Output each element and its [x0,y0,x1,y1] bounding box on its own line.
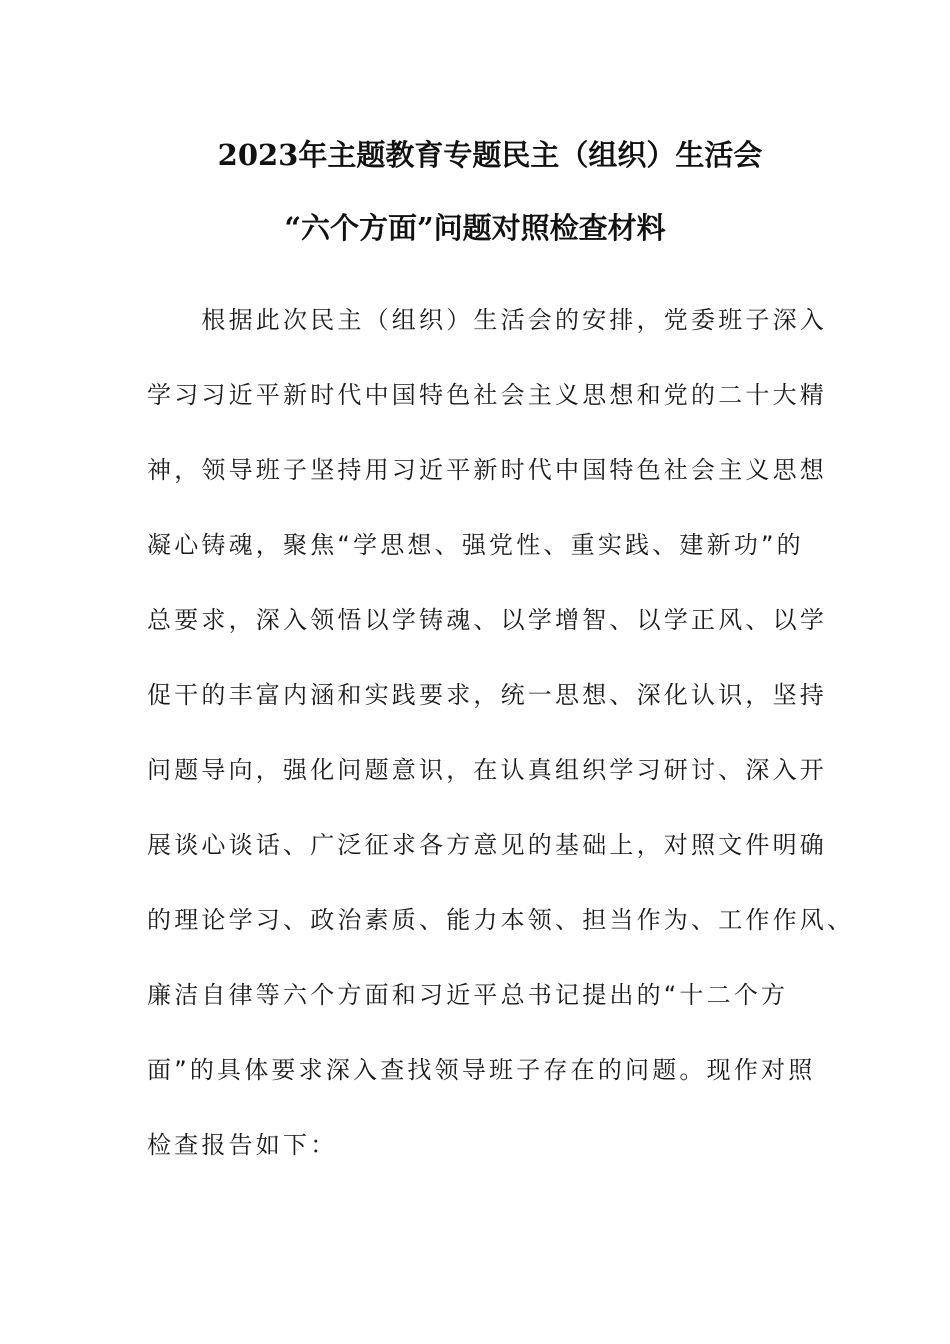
body-text-line: 总要求，深入领悟以学铸魂、以学增智、以学正风、以学 [147,606,827,634]
body-text-line: 廉洁自律等六个方面和习近平总书记提出的“十二个方 [147,981,789,1009]
body-text-line: 促干的丰富内涵和实践要求，统一思想、深化认识，坚持 [147,681,827,709]
document-title-line-1: 2023年主题教育专题民主（组织）生活会 [217,138,763,172]
body-text-line: 问题导向，强化问题意识，在认真组织学习研讨、深入开 [147,756,827,784]
body-text-line: 凝心铸魂，聚焦“学思想、强党性、重实践、建新功”的 [147,531,804,559]
document-title-line-2: “六个方面”问题对照检查材料 [284,211,666,245]
body-text-line: 面”的具体要求深入查找领导班子存在的问题。现作对照 [147,1056,816,1084]
body-text-line: 检查报告如下： [147,1131,338,1159]
body-text-line: 神，领导班子坚持用习近平新时代中国特色社会主义思想 [147,456,827,484]
body-text-line: 学习习近平新时代中国特色社会主义思想和党的二十大精 [147,381,827,409]
body-text-line: 展谈心谈话、广泛征求各方意见的基础上，对照文件明确 [147,831,827,859]
body-text-line: 的理论学习、政治素质、能力本领、担当作为、工作作风、 [147,906,855,934]
body-text-line: 根据此次民主（组织）生活会的安排，党委班子深入 [147,306,827,334]
